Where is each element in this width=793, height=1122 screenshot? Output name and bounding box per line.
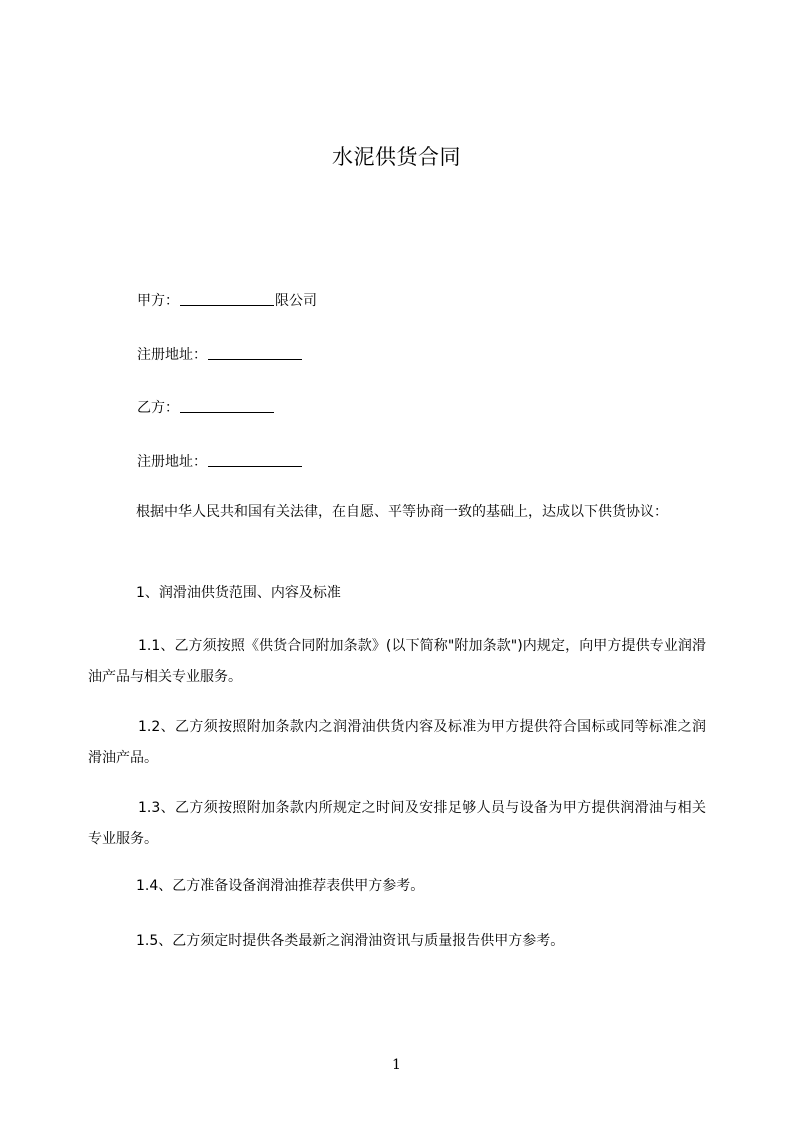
party-b-line [137,398,275,418]
reg-address-b-label: 注册地址： [137,454,207,470]
preamble-text: 根据中华人民共和国有关法律，在自愿、平等协商一致的基础上，达成以下供货协议： [136,504,668,520]
clause-1-3 [88,793,706,855]
reg-address-b-line [137,452,303,472]
party-a-blank [180,291,274,306]
document-title: 水泥供货合同 [332,145,461,169]
clause-1-1 [88,631,706,693]
party-a-label: 甲方： [137,293,179,309]
section1-heading-text: 1、润滑油供货范围、内容及标准 [136,585,341,601]
page-number: 1 [392,1057,401,1073]
reg-address-a-blank [208,345,302,360]
section1-heading [88,578,706,609]
party-a-line [137,291,317,311]
party-b-label: 乙方： [137,400,179,416]
clause-text: 1.2、乙方须按照附加条款内之润滑油供货内容及标准为甲方提供符合国标或同等标准之润滑油产品。 [88,719,706,766]
clause-text: 1.1、乙方须按照《供货合同附加条款》(以下简称"附加条款")内规定，向甲方提供专业润滑油产品与相关专业服务。 [88,638,706,685]
party-b-blank [180,398,274,413]
clause-text: 1.4、乙方准备设备润滑油推荐表供甲方参考。 [136,878,425,894]
clause-1-2 [88,712,706,774]
clause-1-5 [88,926,706,957]
reg-address-a-line [137,345,303,365]
clause-text: 1.3、乙方须按照附加条款内所规定之时间及安排足够人员与设备为甲方提供润滑油与相关专业服务。 [88,800,706,847]
reg-address-b-blank [208,452,302,467]
party-a-suffix: 限公司 [275,293,317,309]
reg-address-a-label: 注册地址： [137,347,207,363]
preamble-paragraph [88,497,706,528]
clause-text: 1.5、乙方须定时提供各类最新之润滑油资讯与质量报告供甲方参考。 [136,933,565,949]
clause-1-4 [88,871,706,902]
